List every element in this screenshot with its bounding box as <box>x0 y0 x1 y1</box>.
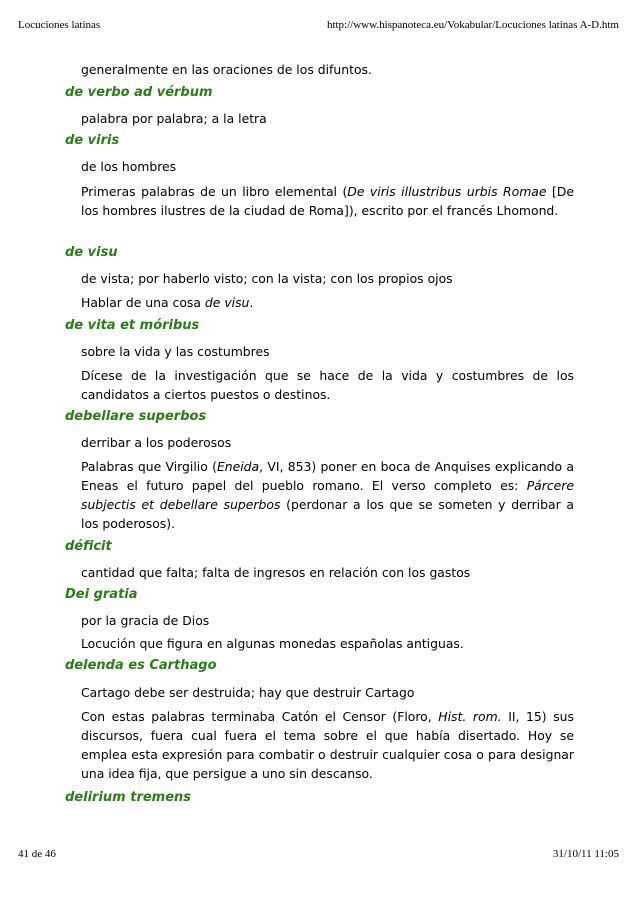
page-counter: 41 de 46 <box>18 848 56 860</box>
term-heading: déficit <box>65 539 112 554</box>
definition-text: de vista; por haberlo visto; con la vista; con los propios ojos <box>81 271 453 286</box>
page-header-title: Locuciones latinas <box>18 19 101 31</box>
term-heading: debellare superbos <box>65 409 207 424</box>
term-heading: de verbo ad vérbum <box>65 85 213 100</box>
explanation-text: Dícese de la investigación que se hace de la vida y costumbres de los candidatos a ciertos puestos o destinos. <box>81 368 574 402</box>
definition-text: por la gracia de Dios <box>81 613 210 628</box>
definition-text: de los hombres <box>81 159 177 174</box>
explanation-text: Palabras que Virgilio (Eneida, VI, 853) poner en boca de Anquises explicando a Eneas el futuro papel del pueblo romano. El verso completo es: Párcere subjectis et debellare superbos (perdonar a los que se someten y derribar a los poderosos). <box>81 459 574 531</box>
print-timestamp: 31/10/11 11:05 <box>552 848 619 860</box>
term-heading: Dei gratia <box>65 587 138 602</box>
explanation-text: Con estas palabras terminaba Catón el Censor (Floro, Hist. rom. II, 15) sus discursos, fuera cual fuera el tema sobre el que había disertado. Hoy se emplea esta expresión para combatir o destruir cualquier cosa o para designar una idea fija, que persigue a uno sin descanso. <box>81 709 574 781</box>
term-heading: delirium tremens <box>65 790 192 805</box>
explanation-text: Primeras palabras de un libro elemental (De viris illustribus urbis Romae [De los hombres ilustres de la ciudad de Roma]), escrito por el francés Lhomond. <box>81 184 575 218</box>
explanation-text: Locución que figura en algunas monedas españolas antiguas. <box>81 636 464 651</box>
page-header-url: http://www.hispanoteca.eu/Vokabular/Locuciones latinas A-D.htm <box>326 19 619 31</box>
definition-text: sobre la vida y las costumbres <box>81 344 270 359</box>
definition-text: cantidad que falta; falta de ingresos en relación con los gastos <box>81 565 471 580</box>
term-heading: de visu <box>65 245 118 260</box>
term-heading: de viris <box>65 133 120 148</box>
definition-text: generalmente en las oraciones de los difuntos. <box>81 62 372 77</box>
term-heading: de vita et móribus <box>65 318 200 333</box>
explanation-text: Hablar de una cosa de visu. <box>81 295 254 310</box>
term-heading: delenda es Carthago <box>65 658 217 673</box>
definition-text: Cartago debe ser destruida; hay que destruir Cartago <box>81 685 415 700</box>
definition-text: palabra por palabra; a la letra <box>81 111 267 126</box>
definition-text: derribar a los poderosos <box>81 435 232 450</box>
